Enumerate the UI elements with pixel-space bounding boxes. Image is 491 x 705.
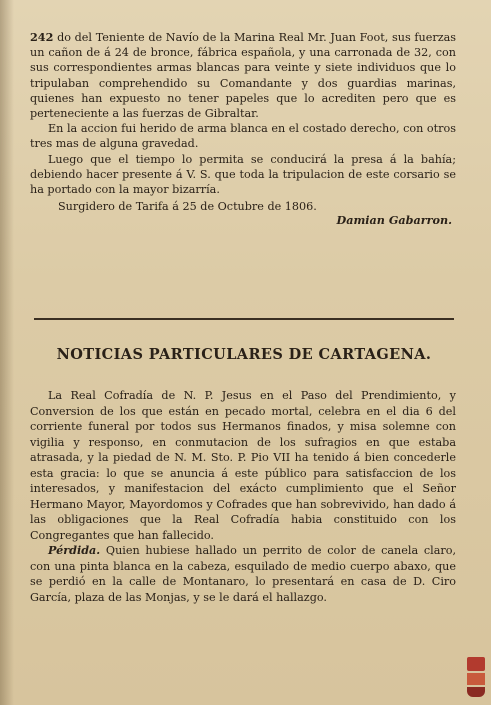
paragraph-3: Luego que el tiempo lo permita se conducirá la presa á la bahía; debiendo hacer presente á V. S. que toda la tripulacion de este corsario se ha portado con la mayor bizarría. (30, 152, 456, 197)
library-stamp (467, 657, 485, 697)
lost-text: Quien hubiese hallado un perrito de color de canela claro, con una pinta blanca en la cabeza, esquilado de medio cuerpo abaxo, que se perdió en la calle de Montanaro, lo presentará en casa de D. Ciro García, plaza de las Monjas, y se le dará el hallazgo. (30, 544, 457, 604)
section-divider (34, 318, 454, 320)
paragraph-1-text: do del Teniente de Navío de la Marina Real Mr. Juan Foot, sus fuerzas un cañon de á 24 de bronce, fábrica española, y una carronada de 32, con sus correspondientes armas blancas para veinte y siete individuos que lo tripulaban comprehendido su Comandante y dos guardias marinas, quienes han expuesto no tener papeles que lo acrediten pero que es perteneciente a las fuerzas de Gibraltar. (30, 31, 456, 121)
cofradia-paragraph: La Real Cofradía de N. P. Jesus en el Paso del Prendimiento, y Conversion de los que están en pecado mortal, celebra en el dia 6 del corriente funeral por todos sus Hermanos finados, y misa solemne con vigilia y responso, en conmutacion de los sufragios en que estaba atrasada, y la piedad de N. M. Sto. P. Pio VII ha tenido á bien concederle esta gracia: lo que se anuncia á este público para satisfaccion de los interesados, y manifestacion del exácto cumplimiento que el Señor Hermano Mayor, Mayordomos y Cofrades que han sobrevivido, han dado á las obligaciones que la Real Cofradía habia constituido con los Congregantes que han fallecido. (30, 389, 456, 542)
lost-label: Pérdida. (48, 543, 101, 557)
dateline: Surgidero de Tarifa á 25 de Octubre de 1806. (58, 200, 317, 214)
paragraph-1 (30, 30, 456, 121)
stamp-base (467, 687, 485, 697)
cartagena-news (30, 388, 456, 605)
signature: Damian Gabarron. (336, 213, 452, 228)
paragraph-2: En la accion fui herido de arma blanca en el costado derecho, con otros tres mas de alguna gravedad. (30, 122, 456, 151)
page-number: 242 (30, 30, 54, 44)
stamp-crown (467, 657, 485, 671)
top-article (30, 30, 456, 229)
section-heading: NOTICIAS PARTICULARES DE CARTAGENA. (56, 346, 432, 363)
binding-shadow (0, 0, 14, 705)
lost-notice (30, 543, 456, 605)
stamp-shield (467, 673, 485, 685)
